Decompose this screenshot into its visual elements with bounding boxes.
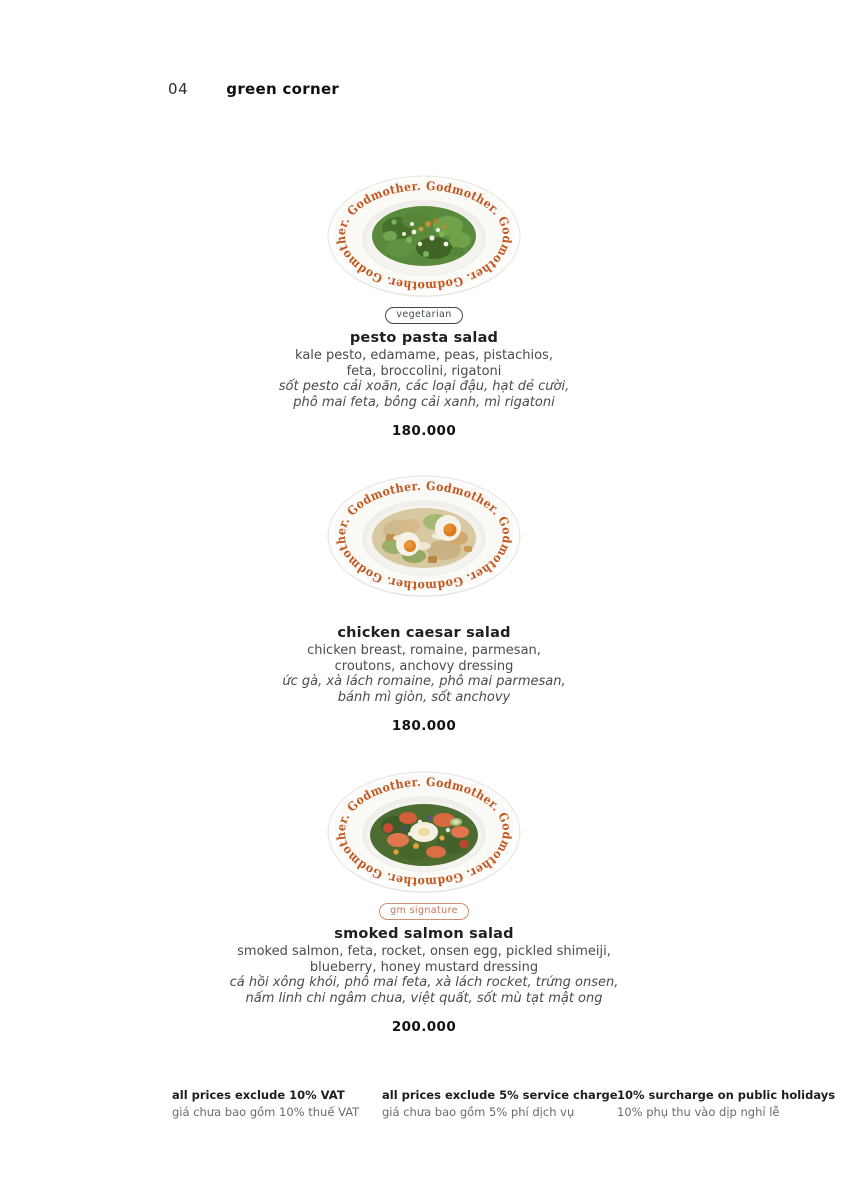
footer-service-charge-note (382, 1088, 618, 1120)
dish-description (0, 348, 848, 410)
desc-vi-line: bánh mì giòn, sốt anchovy (337, 689, 511, 705)
desc-vi-line: ức gà, xà lách romaine, phô mai parmesan, (282, 674, 566, 690)
dish-description (0, 643, 848, 705)
page-header (168, 80, 339, 98)
desc-vi-line: phô mai feta, bông cải xanh, mì rigatoni (293, 394, 555, 410)
footer-note-vi: giá chưa bao gồm 10% thuế VAT (172, 1105, 360, 1119)
footer-note-en: 10% surcharge on public holidays (617, 1088, 836, 1102)
badge-vegetarian: vegetarian (385, 307, 462, 324)
food-pesto-pasta (372, 206, 476, 266)
desc-en-line: feta, broccolini, rigatoni (346, 363, 502, 379)
plate-photo-pesto-pasta-salad (324, 172, 524, 302)
dish-name: smoked salmon salad (334, 926, 514, 942)
desc-en-line: smoked salmon, feta, rocket, onsen egg, pickled shimeiji, (237, 944, 611, 959)
desc-vi-line: sốt pesto cải xoăn, các loại đậu, hạt dẻ cười, (278, 379, 570, 395)
footer-note-en: all prices exclude 5% service charge (382, 1088, 618, 1102)
desc-en-line: chicken breast, romaine, parmesan, (307, 643, 541, 658)
plate-photo-chicken-caesar-salad (324, 472, 524, 602)
plate-rim-text: Godmother. Godmother. Godmother. Godmother. Godmother. (333, 178, 515, 294)
dish-chicken-caesar-salad (0, 472, 848, 734)
footer-holiday-surcharge-note (617, 1088, 835, 1120)
desc-vi-line: nấm linh chi ngâm chua, việt quất, sốt mù tạt mật ong (245, 990, 603, 1006)
section-title: green corner (226, 80, 340, 98)
badge-gm-signature: gm signature (379, 903, 469, 920)
dish-name: pesto pasta salad (349, 330, 499, 346)
desc-vi-line: cá hồi xông khói, phô mai feta, xà lách rocket, trứng onsen, (229, 975, 619, 991)
desc-en-line: kale pesto, edamame, peas, pistachios, (295, 348, 553, 363)
dish-price: 180.000 (391, 423, 457, 440)
food-chicken-caesar (372, 508, 476, 568)
dish-price: 200.000 (391, 1019, 457, 1036)
desc-en-line: blueberry, honey mustard dressing (309, 959, 539, 975)
dish-pesto-pasta-salad (0, 172, 848, 439)
page-number: 04 (168, 80, 189, 98)
footer-vat-note (172, 1088, 359, 1120)
desc-en-line: croutons, anchovy dressing (334, 658, 514, 674)
dish-name: chicken caesar salad (337, 625, 511, 641)
plate-photo-smoked-salmon-salad (324, 768, 524, 898)
plate-rim-text: Godmother. Godmother. Godmother. Godmother. Godmother. (333, 774, 515, 890)
food-smoked-salmon (370, 804, 478, 866)
dish-price: 180.000 (391, 718, 457, 735)
dish-description (0, 944, 848, 1006)
footer-note-vi: giá chưa bao gồm 5% phí dịch vụ (382, 1105, 575, 1119)
footer-note-en: all prices exclude 10% VAT (172, 1088, 345, 1102)
dish-smoked-salmon-salad (0, 768, 848, 1035)
plate-rim-text: Godmother. Godmother. Godmother. Godmother. Godmother. (333, 478, 515, 594)
footer-note-vi: 10% phụ thu vào dịp nghỉ lễ (617, 1105, 780, 1119)
